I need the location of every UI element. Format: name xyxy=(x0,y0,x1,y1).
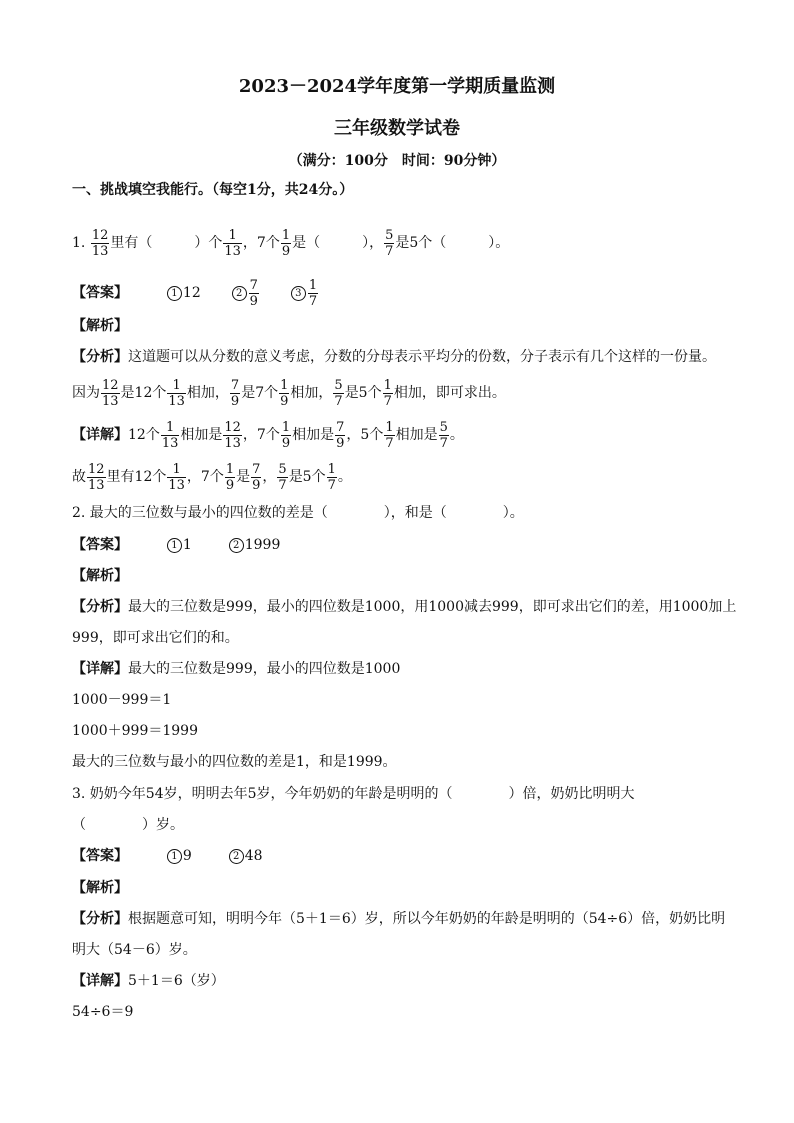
denominator: 9 xyxy=(280,393,289,409)
numerator: 1 xyxy=(385,419,394,435)
fraction xyxy=(384,420,394,451)
denominator: 13 xyxy=(102,393,119,409)
answer-label: 【答案】 xyxy=(72,848,128,864)
detail-text: 【详解】最大的三位数是999，最小的四位数是1000 xyxy=(72,661,401,677)
fraction xyxy=(167,462,186,493)
numerator: 7 xyxy=(252,461,261,477)
numerator: 1 xyxy=(281,419,291,435)
denominator: 7 xyxy=(385,243,394,259)
denominator: 9 xyxy=(281,243,291,259)
analysis-text: 【分析】最大的三位数是999，最小的四位数是1000，用1000减去999，即可求出它们的差，用1000加上 xyxy=(72,599,737,615)
circled-number: 1 xyxy=(167,849,182,864)
denominator: 9 xyxy=(281,435,291,451)
fraction xyxy=(327,462,337,493)
fraction xyxy=(230,378,240,409)
numerator: 1 xyxy=(167,462,186,478)
fraction xyxy=(225,462,235,493)
circled-number: 1 xyxy=(167,538,182,553)
denominator: 9 xyxy=(249,293,258,309)
fraction xyxy=(281,420,291,451)
numerator: 1 xyxy=(161,420,180,436)
fraction xyxy=(101,378,120,409)
numerator: 7 xyxy=(230,377,240,393)
denominator: 7 xyxy=(327,477,336,493)
circled-number: 2 xyxy=(229,849,244,864)
denominator: 13 xyxy=(161,435,179,451)
calculation: 54÷6＝9 xyxy=(72,1004,134,1020)
numerator: 12 xyxy=(88,461,105,477)
answer-row: 【答案】 1 1 2 1999 xyxy=(72,537,281,553)
numerator: 12 xyxy=(224,419,241,435)
answer-label: 【答案】 xyxy=(72,537,128,553)
analysis-text: 【分析】这道题可以从分数的意义考虑，分数的分母表示平均分的份数，分子表示有几个这样的一份量。 xyxy=(72,349,716,365)
fraction xyxy=(161,420,180,451)
document-subtitle: 三年级数学试卷 xyxy=(334,118,460,139)
calculation: 1000＋999＝1999 xyxy=(72,723,198,739)
denominator: 7 xyxy=(308,293,318,309)
denominator: 9 xyxy=(225,477,235,493)
numerator: 1 xyxy=(383,377,392,393)
numerator: 5 xyxy=(385,227,394,243)
fraction xyxy=(335,420,345,451)
fraction xyxy=(383,378,393,409)
numerator: 1 xyxy=(225,461,235,477)
circled-number: 2 xyxy=(229,538,244,553)
conclusion: 最大的三位数与最小的四位数的差是1，和是1999。 xyxy=(72,754,397,770)
numerator: 1 xyxy=(308,277,318,293)
denominator: 13 xyxy=(168,393,185,409)
numerator: 1 xyxy=(281,227,291,243)
exam-meta: （满分：100分 时间：90分钟） xyxy=(288,153,506,169)
fraction xyxy=(308,278,318,309)
numerator: 1 xyxy=(280,377,289,393)
fraction xyxy=(333,378,343,409)
question-3-cont: （ ）岁。 xyxy=(72,817,184,833)
section-heading: 一、挑战填空我能行。（每空1分，共24分。） xyxy=(72,182,354,198)
denominator: 13 xyxy=(168,477,185,493)
numerator: 1 xyxy=(223,228,242,244)
fraction xyxy=(223,228,242,259)
document-title: 2023－2024学年度第一学期质量监测 xyxy=(238,76,556,97)
fraction xyxy=(277,462,287,493)
analysis-text: 因为 $\frac{12}{13}$ 是12个 $\frac{1}{13}$ 相加， $\frac{7}{9}$ 是7个 $\frac{1}{9}$ 相加， $\frac{5}{7}$ 是5个 $\frac{1}{7}$ 相加，即可求出。 xyxy=(72,377,506,409)
question-number: 1. xyxy=(72,235,86,251)
denominator: 13 xyxy=(91,243,109,259)
denominator: 9 xyxy=(336,435,345,451)
analysis-heading: 【解析】 xyxy=(72,880,128,896)
detail-text: 【详解】12个 $\frac{1}{13}$ 相加是 $\frac{12}{13}$ ，7个 $\frac{1}{9}$ 相加是 $\frac{7}{9}$ ，5个 $\frac{1}{7}$ 相加是 $\frac{5}{7}$ 。 xyxy=(72,419,464,451)
analysis-text: 【分析】根据题意可知，明明今年（5＋1＝6）岁，所以今年奶奶的年龄是明明的（54÷6）倍，奶奶比明 xyxy=(72,911,726,927)
circled-number: 2 xyxy=(232,286,247,301)
fraction xyxy=(281,228,291,259)
detail-text: 故 $\frac{12}{13}$ 里有12个 $\frac{1}{13}$ ，7个 $\frac{1}{9}$ 是 $\frac{7}{9}$ ， $\frac{5}{7}$ 是5个 $\frac{1}{7}$ 。 xyxy=(72,461,352,493)
numerator: 7 xyxy=(249,277,258,293)
denominator: 7 xyxy=(385,435,394,451)
fraction xyxy=(384,228,394,259)
analysis-text: 999，即可求出它们的和。 xyxy=(72,630,239,646)
fraction xyxy=(91,228,110,259)
numerator: 5 xyxy=(439,419,448,435)
answer-row: 【答案】 1 12 2 $\frac{7}{9}$ 3 $\frac{1}{7}$ xyxy=(72,277,318,309)
circled-number: 1 xyxy=(167,286,182,301)
fraction xyxy=(167,378,186,409)
analysis-text: 明大（54－6）岁。 xyxy=(72,942,197,958)
fraction xyxy=(87,462,106,493)
denominator: 7 xyxy=(278,477,287,493)
question-2: 2. 最大的三位数与最小的四位数的差是（ ），和是（ ）。 xyxy=(72,505,524,521)
numerator: 12 xyxy=(91,227,109,243)
calculation: 1000－999＝1 xyxy=(72,692,172,708)
fraction xyxy=(249,278,259,309)
denominator: 9 xyxy=(252,477,261,493)
numerator: 1 xyxy=(167,378,186,394)
numerator: 5 xyxy=(278,461,287,477)
analysis-heading: 【解析】 xyxy=(72,318,128,334)
question-1: 1. $\frac{12}{13}$ 里有（ ）个 $\frac{1}{13}$ ，7个 $\frac{1}{9}$ 是（ ）， $\frac{5}{7}$ 是5个（ ）。 xyxy=(72,227,510,259)
fraction xyxy=(223,420,242,451)
denominator: 7 xyxy=(383,393,392,409)
answer-label: 【答案】 xyxy=(72,285,128,301)
numerator: 1 xyxy=(327,461,336,477)
denominator: 13 xyxy=(88,477,105,493)
circled-number: 3 xyxy=(291,286,306,301)
question-3: 3. 奶奶今年54岁，明明去年5岁，今年奶奶的年龄是明明的（ ）倍，奶奶比明明大 xyxy=(72,786,635,802)
numerator: 12 xyxy=(102,377,119,393)
analysis-heading: 【解析】 xyxy=(72,568,128,584)
detail-text: 【详解】5＋1＝6（岁） xyxy=(72,973,225,989)
denominator: 7 xyxy=(439,435,448,451)
denominator: 7 xyxy=(334,393,343,409)
answer-row: 【答案】 1 9 2 48 xyxy=(72,848,263,864)
fraction xyxy=(279,378,289,409)
denominator: 9 xyxy=(230,393,240,409)
denominator: 13 xyxy=(224,435,241,451)
fraction xyxy=(251,462,261,493)
denominator: 13 xyxy=(224,243,241,259)
numerator: 7 xyxy=(336,419,345,435)
fraction xyxy=(439,420,449,451)
numerator: 5 xyxy=(334,377,343,393)
